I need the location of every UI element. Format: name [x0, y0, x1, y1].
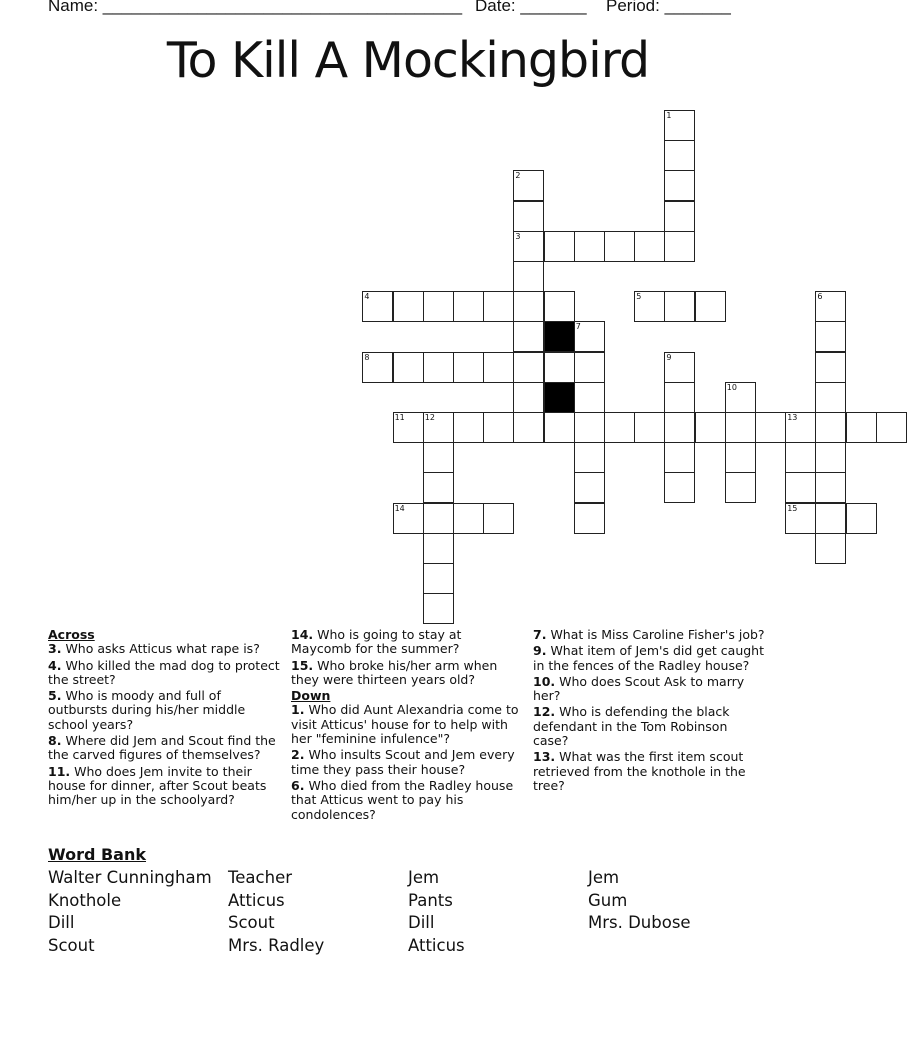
word-bank-item: Mrs. Radley [228, 936, 325, 955]
name-label: Name: ______________________________________ [48, 0, 463, 15]
grid-cell[interactable] [483, 291, 514, 322]
grid-cell[interactable] [604, 231, 635, 262]
grid-cell[interactable] [634, 231, 665, 262]
clue: 15. Who broke his/her arm when they were thirteen years old? [291, 657, 498, 687]
grid-cell[interactable] [815, 533, 846, 564]
clue-number: 13 [787, 413, 798, 422]
clue: 10. Who does Scout Ask to marry her? [533, 673, 745, 704]
clue: 3. Who asks Atticus what rape is? [48, 641, 260, 657]
grid-cell[interactable] [513, 261, 544, 292]
grid-cell[interactable] [634, 291, 665, 322]
grid-cell[interactable] [362, 352, 393, 383]
clue: 5. Who is moody and full of outbursts during his/her middle school years? [48, 688, 246, 732]
grid-cell[interactable] [544, 412, 575, 443]
word-bank-item: Teacher [228, 868, 293, 887]
grid-cell[interactable] [453, 503, 484, 534]
word-bank-item: Dill [48, 913, 75, 932]
grid-cell[interactable] [815, 321, 846, 352]
clue-number: 10 [726, 382, 737, 392]
grid-cell[interactable] [513, 170, 544, 201]
grid-cell[interactable] [815, 382, 846, 413]
clue-number: 6 [817, 292, 823, 302]
clue: 14. Who is going to stay at Maycomb for the summer? [291, 627, 462, 657]
clue-number: 2 [515, 171, 521, 181]
clue: 12. Who is defending the black defendant in the Tom Robinson case? [533, 704, 730, 749]
clue: 13. What was the first item scout retrieved from the knothole in the tree? [533, 749, 746, 793]
grid-cell[interactable] [846, 503, 877, 534]
grid-cell[interactable] [423, 472, 454, 503]
page-title: To Kill A Mockingbird [166, 32, 650, 89]
grid-cell[interactable] [513, 321, 544, 352]
grid-cell[interactable] [574, 352, 605, 383]
grid-cell[interactable] [423, 533, 454, 564]
word-bank-item: Scout [48, 936, 95, 955]
word-bank-item: Atticus [228, 891, 285, 910]
word-bank-item: Jem [408, 868, 440, 887]
clue-list [533, 628, 765, 793]
clues-column-2 [291, 628, 523, 824]
grid-cell[interactable] [513, 201, 544, 232]
grid-cell[interactable] [513, 291, 544, 322]
clue-list [291, 703, 523, 821]
clue-number: 5 [636, 292, 642, 302]
across-heading: Across [48, 627, 95, 642]
grid-cell[interactable] [664, 442, 695, 473]
clue-number: 4 [364, 292, 370, 302]
word-bank-item: Pants [408, 891, 453, 910]
grid-cell[interactable] [785, 412, 816, 443]
grid-cell[interactable] [423, 352, 454, 383]
word-bank-item: Dill [408, 913, 435, 932]
grid-cell[interactable] [574, 472, 605, 503]
word-bank-item: Knothole [48, 891, 122, 910]
grid-cell[interactable] [574, 321, 605, 352]
grid-cell[interactable] [664, 201, 695, 232]
grid-cell[interactable] [725, 382, 756, 413]
grid-cell[interactable] [483, 352, 514, 383]
clue-number: 1 [666, 111, 672, 120]
grid-cell[interactable] [664, 140, 695, 171]
grid-cell[interactable] [423, 503, 454, 534]
grid-cell[interactable] [393, 412, 424, 443]
grid-cell[interactable] [483, 412, 514, 443]
grid-cell[interactable] [815, 472, 846, 503]
clue-number: 15 [787, 503, 798, 513]
grid-cell[interactable] [574, 382, 605, 413]
grid-cell[interactable] [513, 352, 544, 383]
grid-cell[interactable] [695, 412, 726, 443]
grid-cell[interactable] [544, 291, 575, 322]
clues-column-3 [533, 628, 765, 795]
period-label: Period: _______ [606, 0, 731, 15]
grid-cell[interactable] [393, 503, 424, 534]
grid-cell[interactable] [815, 291, 846, 322]
down-heading: Down [291, 688, 331, 704]
clue: 11. Who does Jem invite to their house for dinner, after Scout beats him/her up in the schoolyard? [48, 763, 267, 808]
grid-cell[interactable] [483, 503, 514, 534]
grid-cell[interactable] [664, 412, 695, 443]
clue: 8. Where did Jem and Scout find the the carved figures of themselves? [48, 733, 276, 763]
grid-cell[interactable] [574, 412, 605, 443]
clue: 4. Who killed the mad dog to protect the street? [48, 657, 280, 687]
grid-cell[interactable] [423, 412, 454, 443]
grid-cell[interactable] [815, 503, 846, 534]
clue-number: 3 [515, 231, 521, 241]
grid-cell[interactable] [544, 352, 575, 383]
grid-cell[interactable] [513, 382, 544, 413]
clue: 9. What item of Jem's did get caught in the fences of the Radley house? [533, 643, 764, 673]
grid-cell[interactable] [785, 503, 816, 534]
clue-number: 11 [394, 413, 405, 422]
grid-cell[interactable] [423, 593, 454, 624]
grid-cell[interactable] [664, 231, 695, 262]
grid-cell[interactable] [815, 442, 846, 473]
grid-cell[interactable] [513, 231, 544, 262]
clue: 6. Who died from the Radley house that Atticus went to pay his condolences? [291, 777, 514, 822]
clue-list [291, 628, 523, 687]
grid-cell[interactable] [664, 352, 695, 383]
grid-cell[interactable] [755, 412, 786, 443]
grid-cell[interactable] [574, 503, 605, 534]
black-cell [544, 382, 575, 413]
grid-cell[interactable] [846, 412, 877, 443]
clue-list [48, 642, 280, 807]
grid-cell[interactable] [393, 291, 424, 322]
grid-cell[interactable] [453, 291, 484, 322]
grid-cell[interactable] [664, 382, 695, 413]
grid-cell[interactable] [725, 442, 756, 473]
grid-cell[interactable] [664, 110, 695, 141]
grid-cell[interactable] [574, 442, 605, 473]
clue: 7. What is Miss Caroline Fisher's job? [533, 627, 765, 642]
grid-cell[interactable] [725, 472, 756, 503]
clue-number: 7 [575, 322, 581, 332]
clue-number: 12 [424, 413, 435, 422]
grid-cell[interactable] [604, 412, 635, 443]
grid-cell[interactable] [785, 472, 816, 503]
clue: 2. Who insults Scout and Jem every time they pass their house? [291, 747, 515, 777]
word-bank-item: Atticus [408, 936, 465, 955]
grid-cell[interactable] [664, 170, 695, 201]
grid-cell[interactable] [453, 352, 484, 383]
word-bank-title: Word Bank [48, 845, 147, 864]
clue-number: 8 [364, 352, 370, 362]
clue-number: 14 [394, 503, 405, 513]
grid-cell[interactable] [544, 231, 575, 262]
grid-cell[interactable] [634, 412, 665, 443]
word-bank-item: Jem [588, 868, 620, 887]
grid-cell[interactable] [574, 231, 605, 262]
clue-number: 9 [666, 352, 672, 362]
word-bank-item: Gum [588, 891, 628, 910]
clue: 1. Who did Aunt Alexandria come to visit Atticus' house for to help with her "feminine infulence"? [291, 702, 519, 747]
black-cell [544, 321, 575, 352]
grid-cell[interactable] [815, 412, 846, 443]
word-bank-item: Walter Cunningham [48, 868, 212, 887]
word-bank-item: Mrs. Dubose [588, 913, 691, 932]
grid-cell[interactable] [664, 472, 695, 503]
grid-cell[interactable] [423, 442, 454, 473]
grid-cell[interactable] [513, 412, 544, 443]
grid-cell[interactable] [423, 291, 454, 322]
grid-cell[interactable] [362, 291, 393, 322]
grid-cell[interactable] [725, 412, 756, 443]
grid-cell[interactable] [815, 352, 846, 383]
grid-cell[interactable] [785, 442, 816, 473]
grid-cell[interactable] [453, 412, 484, 443]
grid-cell[interactable] [664, 291, 695, 322]
grid-cell[interactable] [393, 352, 424, 383]
clues-column-1 [48, 628, 280, 810]
grid-cell[interactable] [876, 412, 907, 443]
grid-cell[interactable] [423, 563, 454, 594]
date-label: Date: _______ [475, 0, 587, 15]
word-bank-item: Scout [228, 913, 275, 932]
grid-cell[interactable] [695, 291, 726, 322]
